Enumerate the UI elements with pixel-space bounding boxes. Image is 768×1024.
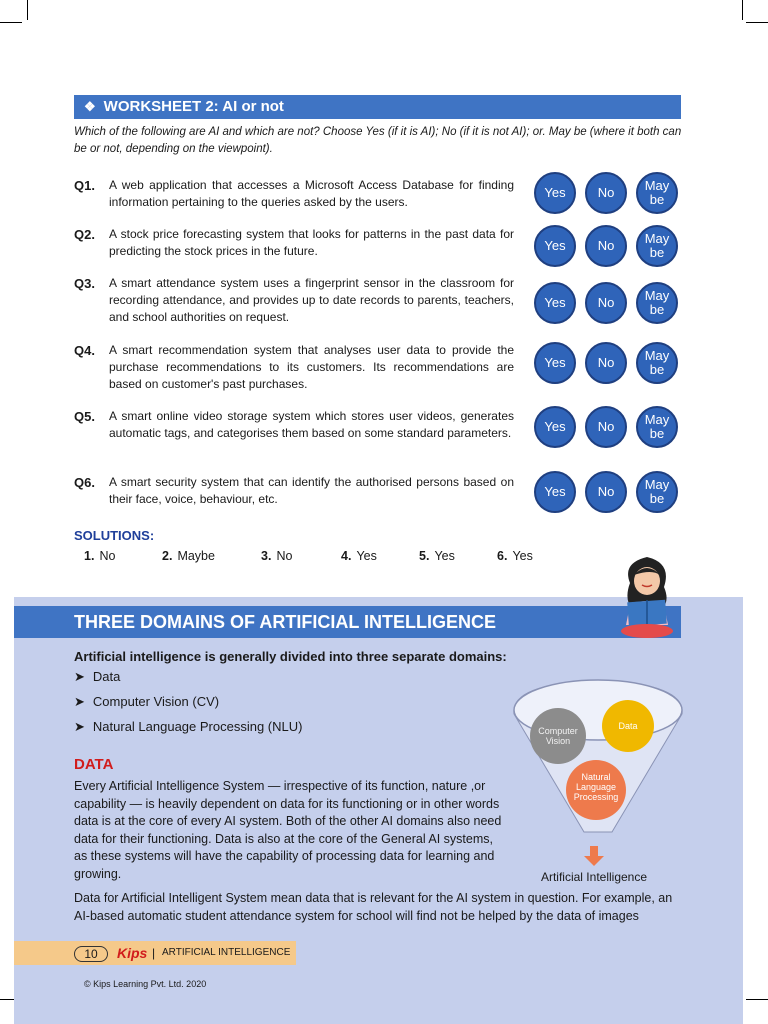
- no-option-q4[interactable]: No: [585, 342, 627, 384]
- question-1: [74, 177, 514, 211]
- solution-item: [84, 549, 115, 563]
- maybe-option-q5[interactable]: May be: [636, 406, 678, 448]
- data-paragraph-2: Data for Artificial Intelligent System mean data that is relevant for the AI system in question. For example, an AI-based automatic student attendance system for school will find not be helped by the data of images: [74, 891, 673, 923]
- nlp-label: Language: [575, 782, 617, 792]
- solution-number: 5.: [419, 549, 430, 563]
- solution-answer: Yes: [356, 549, 377, 563]
- solution-number: 2.: [162, 549, 173, 563]
- yes-option-q5[interactable]: Yes: [534, 406, 576, 448]
- yes-option-q4[interactable]: Yes: [534, 342, 576, 384]
- question-5: [74, 408, 514, 442]
- solution-number: 3.: [261, 549, 272, 563]
- domain-bullet-label: Data: [92, 669, 121, 684]
- solution-number: 4.: [341, 549, 352, 563]
- domains-title: THREE DOMAINS OF ARTIFICIAL INTELLIGENCE: [14, 606, 681, 638]
- copyright: © Kips Learning Pvt. Ltd. 2020: [84, 979, 207, 989]
- question-text: A smart security system that can identify the authorised persons based on their face, voice, behaviour, etc.: [109, 475, 514, 506]
- arrowhead-bullet-icon: ➤: [74, 669, 85, 684]
- data-paragraph-1: Every Artificial Intelligence System — irrespective of its function, nature ,or capability — is heavily dependent on data for its functioning or in other words data is at the core of every AI system. Both of the other AI domains also need data for their functioning. Data is also at the core of the General AI systems, as these systems will have the capability of processing data for learning and growing.: [74, 779, 502, 881]
- question-2: [74, 226, 514, 260]
- maybe-option-q6[interactable]: May be: [636, 471, 678, 513]
- maybe-option-q1[interactable]: May be: [636, 172, 678, 214]
- domain-bullet-label: Computer Vision (CV): [92, 694, 220, 709]
- solution-answer: No: [99, 549, 116, 563]
- solution-item: [419, 549, 455, 563]
- footer-separator: |: [152, 946, 156, 960]
- question-text: A smart online video storage system which stores user videos, generates automatic tags, and categorises them based on some standard parameters.: [109, 409, 514, 440]
- diagram-caption: Artificial Intelligence: [540, 870, 648, 884]
- question-text: A smart attendance system uses a fingerprint sensor in the classroom for recording attendance, and provides up to date records to parents, teachers, and school authorities on request.: [109, 276, 514, 324]
- question-text: A stock price forecasting system that looks for patterns in the past data for predicting the stock prices in the future.: [109, 227, 514, 258]
- question-text: A web application that accesses a Microsoft Access Database for finding information pertaining to the queries asked by the users.: [109, 178, 514, 209]
- domains-lead: Artificial intelligence is generally divided into three separate domains:: [74, 649, 507, 664]
- worksheet-header: [74, 95, 681, 119]
- maybe-option-q3[interactable]: May be: [636, 282, 678, 324]
- down-arrow-icon: [584, 846, 604, 866]
- worksheet-title: WORKSHEET 2: AI or not: [103, 98, 284, 115]
- nlp-label: Processing: [573, 792, 619, 802]
- cv-label: Computer: [538, 726, 578, 736]
- crop-mark: [0, 22, 22, 23]
- domain-bullet-label: Natural Language Processing (NLU): [92, 719, 303, 734]
- no-option-q3[interactable]: No: [585, 282, 627, 324]
- solutions-title: SOLUTIONS:: [74, 528, 155, 543]
- kips-logo: Kips: [117, 945, 148, 961]
- question-text: A smart recommendation system that analyses user data to provide the purchase recommendations to its customers. Its recommendations are based on customer's past purchases.: [109, 343, 514, 391]
- maybe-option-q2[interactable]: May be: [636, 225, 678, 267]
- worksheet-intro: Which of the following are AI and which are not? Choose Yes (if it is AI); No (if it is not AI); or. May be (where it both can be or not, depending on the viewpoint).: [74, 126, 682, 155]
- page-number: 10: [74, 946, 108, 962]
- solution-answer: Maybe: [177, 549, 215, 563]
- solution-item: [497, 549, 533, 563]
- domain-bullet: [74, 719, 302, 735]
- data-label: Data: [618, 721, 638, 731]
- question-number: Q6.: [74, 475, 95, 490]
- question-6: [74, 474, 514, 508]
- solution-item: [261, 549, 292, 563]
- no-option-q6[interactable]: No: [585, 471, 627, 513]
- reading-girl-illustration: [612, 553, 682, 639]
- domain-bullet: [74, 694, 219, 710]
- arrowhead-bullet-icon: ➤: [74, 694, 85, 709]
- crop-mark: [27, 0, 28, 20]
- arrowhead-bullet-icon: ➤: [74, 719, 85, 734]
- no-option-q5[interactable]: No: [585, 406, 627, 448]
- question-number: Q1.: [74, 178, 95, 193]
- cv-label: Vision: [545, 736, 571, 746]
- solution-answer: No: [276, 549, 293, 563]
- solution-answer: Yes: [512, 549, 533, 563]
- yes-option-q1[interactable]: Yes: [534, 172, 576, 214]
- question-number: Q3.: [74, 276, 95, 291]
- solution-number: 6.: [497, 549, 508, 563]
- ai-domains-funnel-diagram: [508, 672, 688, 888]
- yes-option-q2[interactable]: Yes: [534, 225, 576, 267]
- question-4: [74, 342, 514, 393]
- data-section-title: DATA: [74, 756, 114, 773]
- solution-item: [162, 549, 215, 563]
- question-3: [74, 275, 514, 326]
- diamond-bullet-icon: ❖: [84, 99, 96, 114]
- crop-mark: [746, 22, 768, 23]
- yes-option-q3[interactable]: Yes: [534, 282, 576, 324]
- yes-option-q6[interactable]: Yes: [534, 471, 576, 513]
- solution-answer: Yes: [434, 549, 455, 563]
- solution-number: 1.: [84, 549, 95, 563]
- maybe-option-q4[interactable]: May be: [636, 342, 678, 384]
- domain-bullet: [74, 669, 120, 685]
- crop-mark: [746, 999, 768, 1000]
- solution-item: [341, 549, 377, 563]
- question-number: Q4.: [74, 343, 95, 358]
- no-option-q1[interactable]: No: [585, 172, 627, 214]
- nlp-label: Natural: [581, 772, 611, 782]
- crop-mark: [742, 0, 743, 20]
- question-number: Q2.: [74, 227, 95, 242]
- no-option-q2[interactable]: No: [585, 225, 627, 267]
- book-title: ARTIFICIAL INTELLIGENCE: [162, 947, 291, 958]
- question-number: Q5.: [74, 409, 95, 424]
